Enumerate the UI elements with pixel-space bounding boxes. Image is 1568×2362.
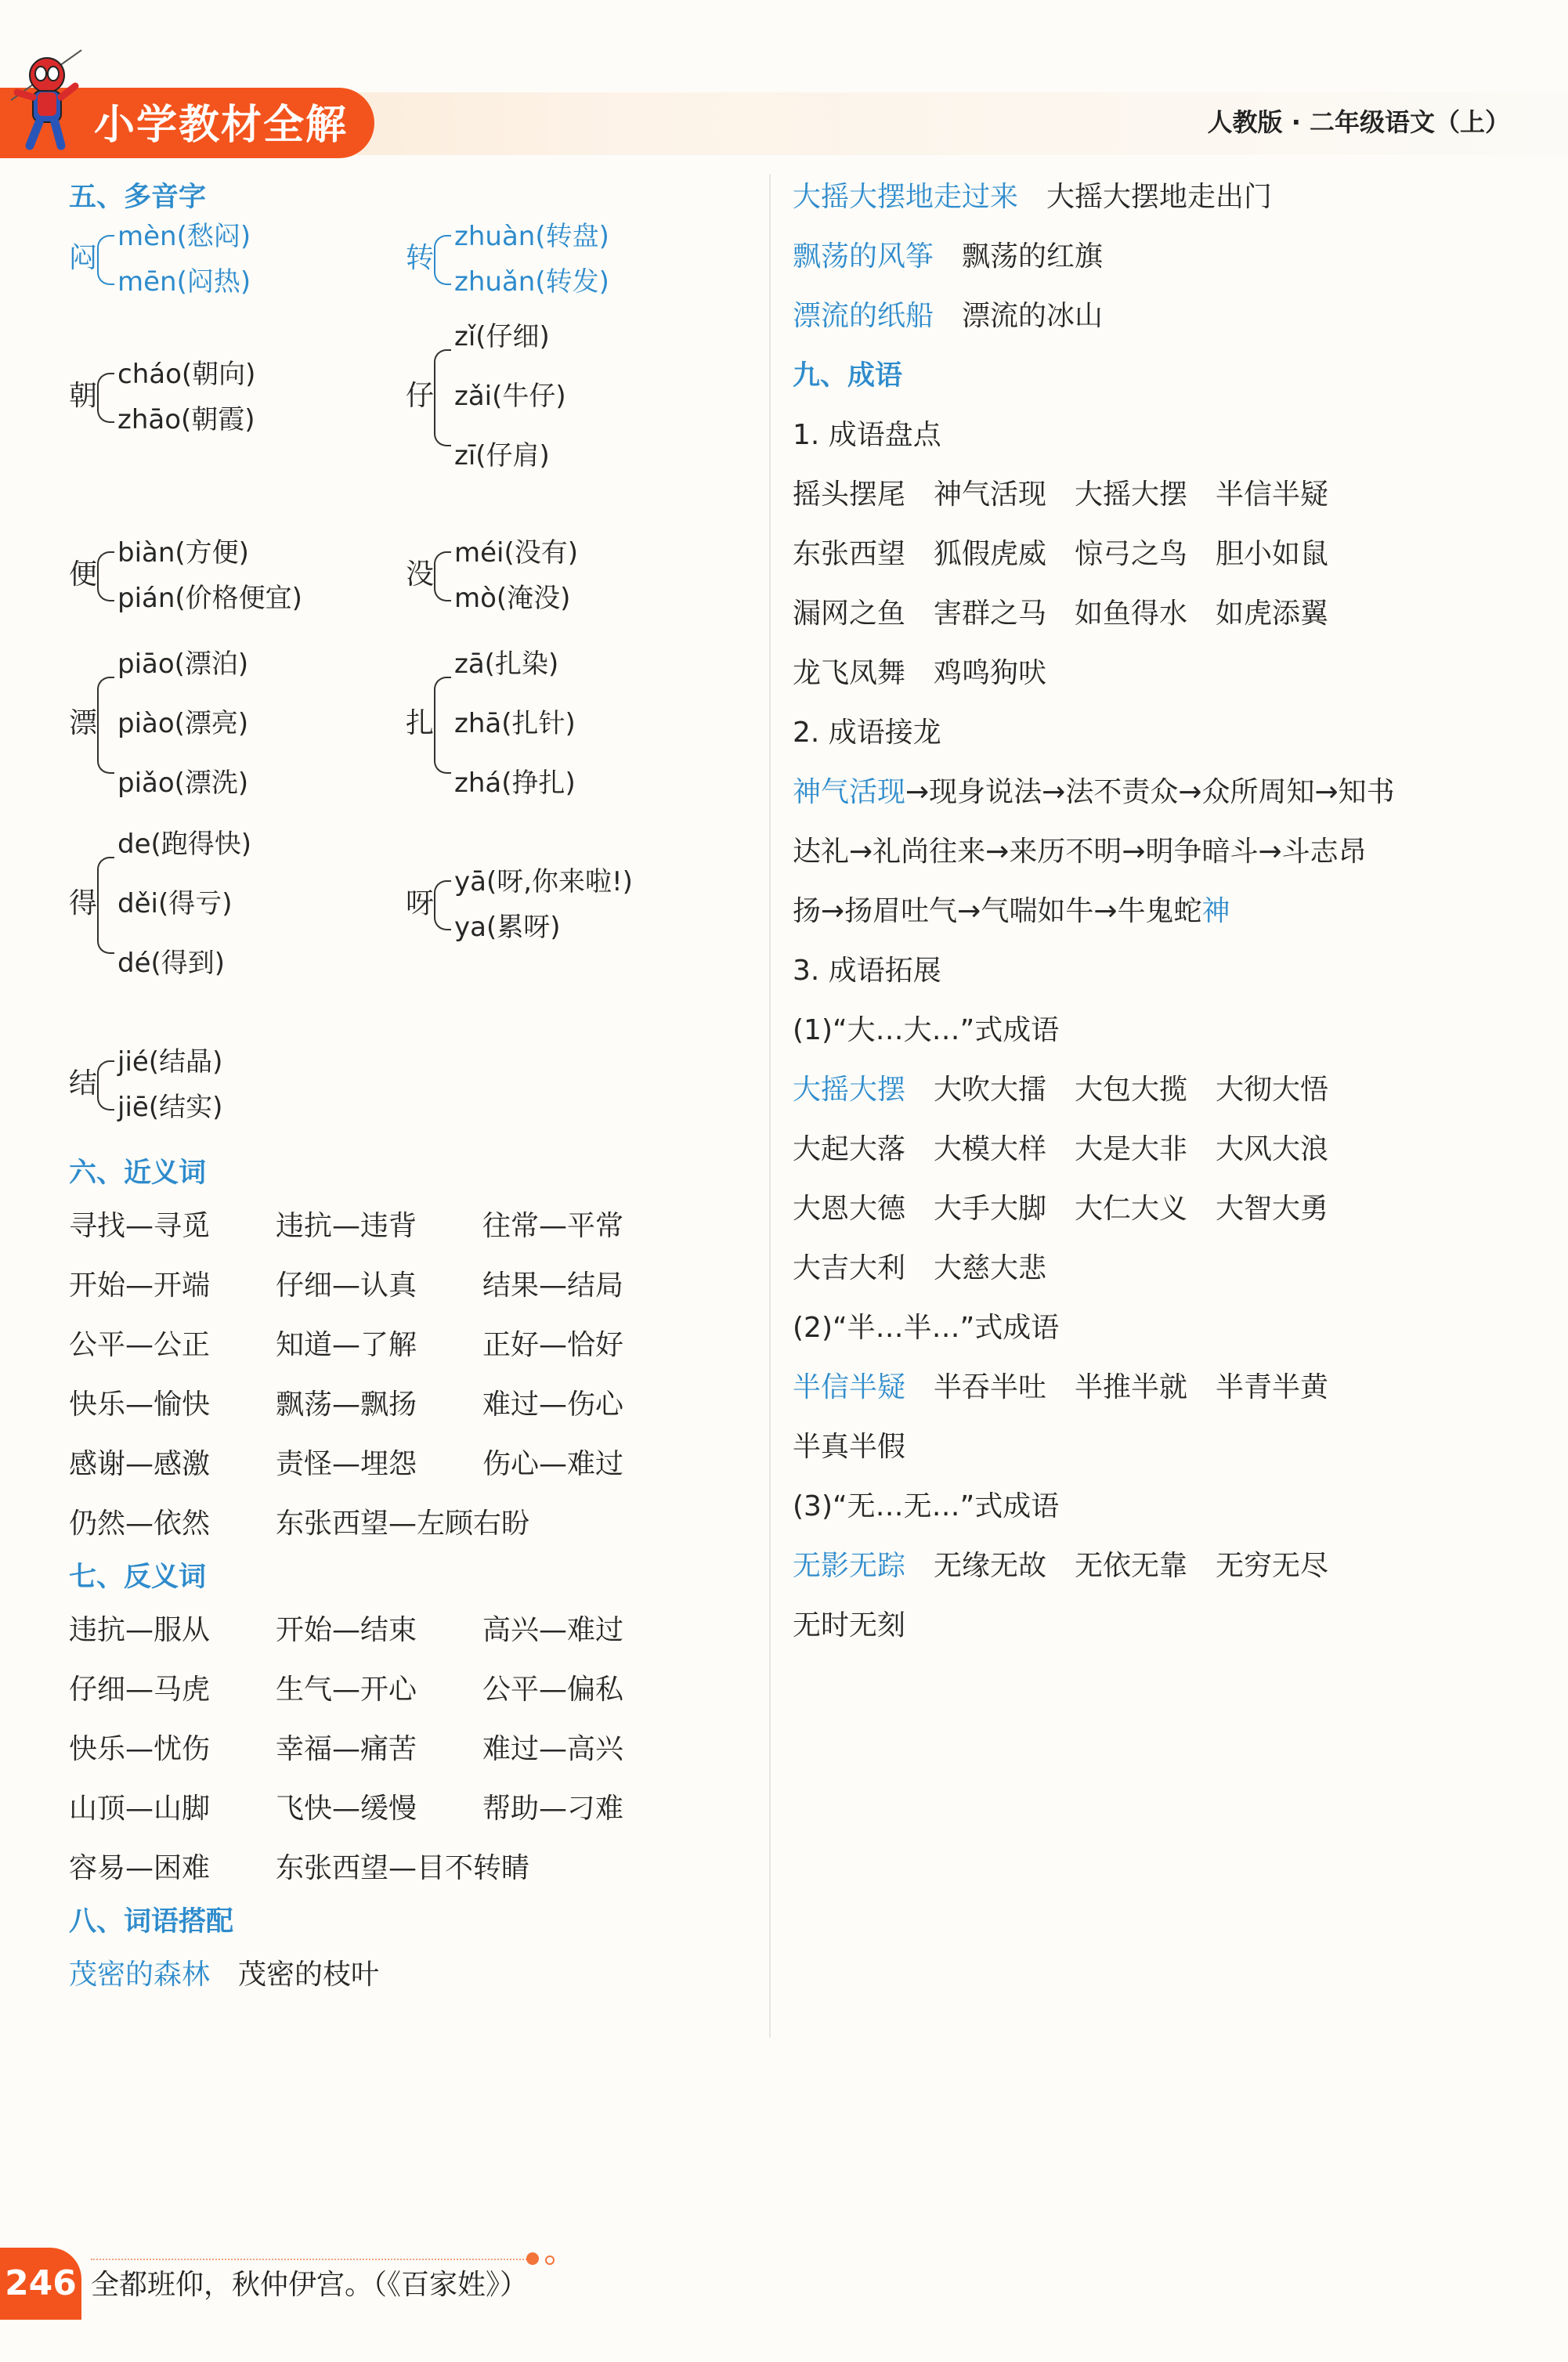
idiom-row: 摇头摆尾 神气活现 大摇大摆 半信半疑 [793, 479, 1329, 511]
edition-label: 人教版 · 二年级语文（上） [1207, 107, 1510, 137]
book-title: 小学教材全解 [94, 102, 349, 149]
idiom-row: 大起大落 大模大样 大是大非 大风大浪 [793, 1133, 1329, 1165]
brace [434, 235, 451, 285]
antonym-row: 快乐—忧伤 幸福—痛苦 难过—高兴 [69, 1733, 624, 1765]
synonym-row: 感谢—感激 责怪—埋怨 伤心—难过 [69, 1448, 624, 1480]
idiom-row: 半真半假 [793, 1431, 906, 1463]
brace [97, 677, 114, 774]
brace [434, 349, 451, 446]
section-title-antonyms: 七、反义词 [69, 1562, 207, 1593]
idiom-row: 漏网之鱼 害群之马 如鱼得水 如虎添翼 [793, 598, 1329, 630]
idiom-row: 无影无踪 无缘无故 无依无靠 无穷无尽 [793, 1550, 1329, 1582]
section-title-idioms: 九、成语 [793, 360, 903, 392]
idiom-row: 大吉大利 大慈大悲 [793, 1252, 1047, 1284]
idiom-row: 大摇大摆 大吹大擂 大包大揽 大彻大悟 [793, 1074, 1329, 1106]
idiom-expand-title: 3. 成语拓展 [793, 955, 941, 987]
brace [97, 235, 114, 285]
idiom-row: 东张西望 狐假虎威 惊弓之鸟 胆小如鼠 [793, 538, 1329, 570]
brace [434, 677, 451, 774]
idiom-chain-line: 达礼→礼尚往来→来历不明→明争暗斗→斗志昂 [793, 836, 1367, 868]
brace [97, 857, 114, 954]
idiom-pattern-title: (3)“无…无…”式成语 [793, 1490, 1060, 1522]
collocation-row: 茂密的森林 茂密的枝叶 [69, 1959, 380, 1991]
idiom-row: 大恩大德 大手大脚 大仁大义 大智大勇 [793, 1193, 1329, 1225]
synonym-row: 公平—公正 知道—了解 正好—恰好 [69, 1329, 624, 1361]
antonym-row: 违抗—服从 开始—结束 高兴—难过 [69, 1614, 624, 1646]
section-title-collocations: 八、词语搭配 [69, 1906, 234, 1938]
antonym-row: 仔细—马虎 生气—开心 公平—偏私 [69, 1674, 624, 1706]
idiom-chain-title: 2. 成语接龙 [793, 717, 941, 749]
brace [434, 880, 451, 930]
brace [97, 1060, 114, 1111]
page-number: 246 [0, 2248, 81, 2320]
footer-dotted-line [91, 2259, 529, 2260]
collocation-row: 飘荡的风筝 飘荡的红旗 [793, 240, 1104, 273]
collocation-row: 漂流的纸船 漂流的冰山 [793, 300, 1104, 332]
footer-dot-icon [526, 2252, 539, 2265]
spiderman-mascot-icon [6, 45, 85, 155]
left-column [69, 174, 758, 2005]
section-title-synonyms: 六、近义词 [69, 1158, 207, 1189]
footer-quote: 全都班仰，秋仲伊宫。（《百家姓》） [91, 2269, 529, 2301]
idiom-inventory-title: 1. 成语盘点 [793, 419, 941, 451]
idiom-row: 无时无刻 [793, 1609, 906, 1641]
idiom-pattern-title: (2)“半…半…”式成语 [793, 1312, 1060, 1344]
brace [97, 373, 114, 423]
antonym-row: 容易—困难 东张西望—目不转睛 [69, 1852, 530, 1884]
idiom-pattern-title: (1)“大…大…”式成语 [793, 1014, 1060, 1046]
collocation-row: 大摇大摆地走过来 大摇大摆地走出门 [793, 181, 1273, 213]
section-title-polyphonic: 五、多音字 [69, 182, 207, 213]
column-divider [769, 174, 771, 2038]
polyphonic-grid: 闷 mèn(愁闷) mēn(闷热) 转 zhuàn(转盘) zhuǎn(转发) 朝 cháo(朝向) zhāo(朝霞) 仔 zǐ(仔细) zǎi(牛仔) zī(仔肩) 便 biàn(方便) pián(价格便宜) 没 méi(没有) mò(淹没) 漂 piāo(漂泊) piào(漂亮) piǎo(漂洗) 扎 zā(扎染) zhā(扎针) zhá(挣扎) 得 de(跑得快) děi(得亏) dé(得到) 呀 yā(呀,你来啦!) ya(累呀) 结 jié(结晶) jiē(结实) [69, 221, 633, 1123]
brace [97, 551, 114, 601]
synonym-row: 快乐—愉快 飘荡—飘扬 难过—伤心 [69, 1389, 624, 1421]
idiom-row: 半信半疑 半吞半吐 半推半就 半青半黄 [793, 1371, 1329, 1403]
footer-ring-icon [545, 2255, 555, 2265]
brace [434, 551, 451, 601]
synonym-row: 寻找—寻觅 违抗—违背 往常—平常 [69, 1210, 624, 1242]
idiom-chain-line: 神气活现→现身说法→法不责众→众所周知→知书 [793, 776, 1395, 808]
antonym-row: 山顶—山脚 飞快—缓慢 帮助—刁难 [69, 1793, 624, 1825]
synonym-row: 开始—开端 仔细—认真 结果—结局 [69, 1269, 624, 1302]
idiom-chain-line: 扬→扬眉吐气→气喘如牛→牛鬼蛇神 [793, 895, 1230, 927]
idiom-row: 龙飞凤舞 鸡鸣狗吠 [793, 657, 1047, 689]
synonym-row: 仍然—依然 东张西望—左顾右盼 [69, 1508, 530, 1540]
right-column [793, 174, 1529, 1656]
